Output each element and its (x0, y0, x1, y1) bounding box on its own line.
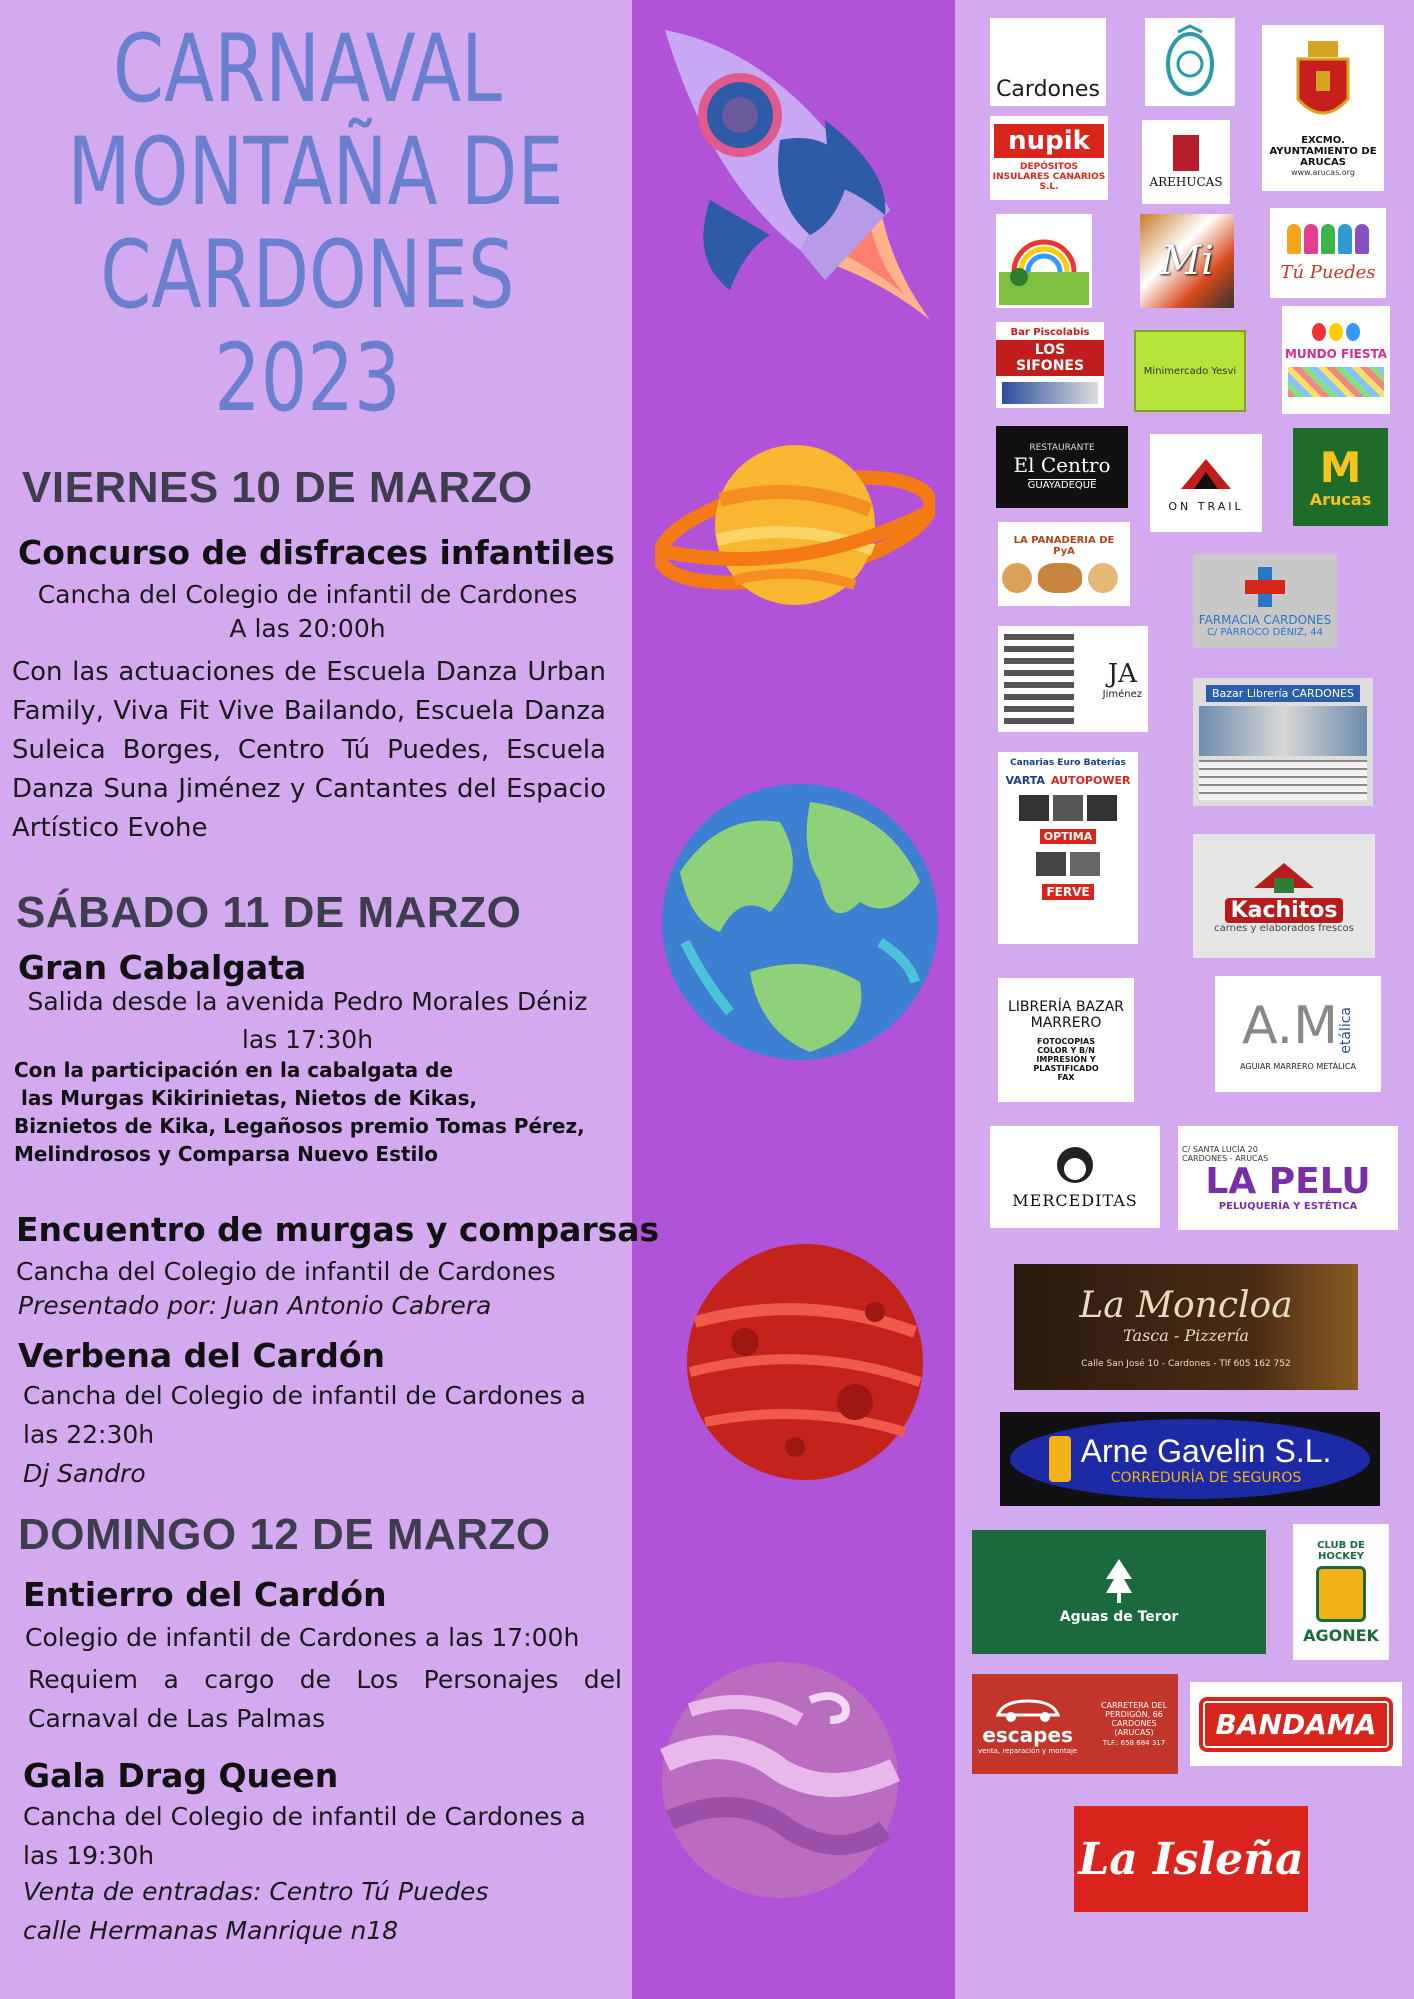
crest-logo (1145, 18, 1235, 106)
event-description: Con las actuaciones de Escuela Danza Urban Family, Viva Fit Vive Bailando, Escuela Danza Suleica Borges, Centro Tú Puedes, Escuela Danza Suna Jiménez y Cantantes del Espacio Artístico Evohe (12, 657, 606, 843)
arehucas-logo: AREHUCAS (1142, 120, 1230, 204)
los-sifones-logo: Bar Piscolabis LOS SIFONES (996, 322, 1104, 408)
la-islena-logo: La Isleña (1074, 1806, 1308, 1912)
rocket-icon (650, 20, 940, 330)
arne-gavelin-logo: Arne Gavelin S.L. CORREDURÍA DE SEGUROS (1000, 1412, 1380, 1506)
event-title: Encuentro de murgas y comparsas (16, 1210, 660, 1249)
mars-planet-icon (685, 1242, 925, 1482)
event-place: Cancha del Colegio de infantil de Cardones a las 19:30h (23, 1802, 586, 1870)
farmacia-cardones-logo: FARMACIA CARDONES C/ PÁRROCO DÉNIZ, 44 (1193, 554, 1337, 648)
escapes-logo: escapes venta, reparación y montaje CARRETERA DEL PERDIGÓN, 66 CARDONES (ARUCAS) TLF.: 658 684 317 (972, 1674, 1178, 1774)
title-line: CARNAVAL (112, 15, 502, 124)
la-pelu-logo: C/ SANTA LUCÍA 20 CARDONES - ARUCAS LA PELU PELUQUERÍA Y ESTÉTICA (1178, 1126, 1398, 1230)
day-heading-saturday: SÁBADO 11 DE MARZO (16, 888, 522, 937)
arne-emblem (1049, 1436, 1071, 1482)
woman-portrait-icon (1050, 1145, 1100, 1191)
el-centro-logo: RESTAURANTE El Centro GUAYADEQUE (996, 426, 1128, 508)
balloons (1312, 323, 1360, 341)
event-place: Cancha del Colegio de infantil de Cardones a las 22:30h (23, 1381, 586, 1449)
title-line: MONTAÑA DE (67, 118, 564, 227)
kids-figures (1287, 224, 1369, 254)
day-heading-sunday: DOMINGO 12 DE MARZO (18, 1510, 551, 1559)
purple-planet-icon (660, 1660, 900, 1900)
business-card-image (1004, 634, 1074, 724)
merceditas-logo: MERCEDITAS (990, 1126, 1160, 1228)
rainbow-icon (999, 217, 1089, 305)
saturn-planet-icon (655, 440, 935, 610)
pine-tree-icon (1104, 1559, 1134, 1605)
aguas-de-teror-logo: Aguas de Teror (972, 1530, 1266, 1654)
event-title: Concurso de disfraces infantiles (18, 533, 615, 572)
day-heading-friday: VIERNES 10 DE MARZO (22, 463, 533, 512)
bread-images (1002, 563, 1118, 593)
event-title: Verbena del Cardón (18, 1336, 385, 1375)
event-time: las 17:30h (241, 1025, 374, 1054)
ontrail-logo: ON TRAIL (1150, 434, 1262, 532)
coat-of-arms-icon (1288, 39, 1358, 129)
la-moncloa-logo: La Moncloa Tasca - Pizzería Calle San José 10 - Cardones - Tlf 605 162 752 (1014, 1264, 1358, 1390)
event-title: Gala Drag Queen (23, 1756, 339, 1795)
event-place: Salida desde la avenida Pedro Morales Déniz (27, 987, 588, 1016)
store-photo (1199, 706, 1367, 756)
runner-icon (1176, 454, 1236, 494)
title-line: 2023 (214, 324, 401, 433)
yesvi-logo: Minimercado Yesvi (1134, 330, 1246, 412)
mundo-fiesta-logo: MUNDO FIESTA (1282, 306, 1390, 414)
car-icon (993, 1693, 1063, 1723)
cardones-logo: Cardones (990, 18, 1106, 106)
bazar-libreria-logo: Bazar Librería CARDONES (1193, 678, 1373, 806)
libreria-marrero-logo: LIBRERÍA BAZAR MARRERO FOTOCOPIAS COLOR Y B/N IMPRESIÓN Y PLASTIFICADO FAX (998, 978, 1134, 1102)
mcdonalds-logo: M Arucas (1293, 428, 1388, 526)
aguiar-marrero-metalica-logo: A.M etálica AGUIAR MARRERO METÁLICA (1215, 976, 1381, 1092)
pharmacy-cross-icon (1243, 565, 1287, 609)
tu-puedes-logo: Tú Puedes (1270, 208, 1386, 298)
poster-title (67, 15, 564, 433)
earth-planet-icon (660, 782, 940, 1062)
panaderia-logo: LA PANADERIA DE PyA (998, 522, 1130, 606)
event-title: Entierro del Cardón (23, 1575, 387, 1614)
ayuntamiento-arucas-logo: EXCMO. AYUNTAMIENTO DE ARUCAS www.arucas.org (1262, 25, 1384, 191)
event-presenter: Presentado por: Juan Antonio Cabrera (18, 1291, 492, 1320)
artistic-logo: Mi (1140, 214, 1234, 308)
bandama-logo: BANDAMA (1190, 1682, 1402, 1766)
event-tickets: Venta de entradas: Centro Tú Puedes (23, 1877, 489, 1906)
event-address: calle Hermanas Manrique n18 (23, 1916, 399, 1945)
children-garden-logo (996, 214, 1092, 308)
event-description: Requiem a cargo de Los Personajes del Carnaval de Las Palmas (28, 1665, 622, 1733)
title-line: CARDONES (100, 221, 515, 330)
kachitos-logo: Kachitos carnes y elaborados frescos (1193, 834, 1375, 958)
event-place: Cancha del Colegio de infantil de Cardones (16, 1257, 556, 1286)
event-dj: Dj Sandro (23, 1459, 146, 1488)
event-time: A las 20:00h (229, 614, 386, 643)
event-place: Colegio de infantil de Cardones a las 17:00h (25, 1623, 580, 1652)
agonek-hockey-logo: CLUB DE HOCKEY AGONEK (1293, 1524, 1389, 1660)
crest-icon (1160, 24, 1220, 100)
meat-icon (1249, 858, 1319, 898)
event-description: Con la participación en la cabalgata de las Murgas Kikirinietas, Nietos de Kikas, Biznietos de Kika, Legañosos premio Tomas Pérez, Melindrosos y Comparsa Nuevo Estilo (14, 1058, 585, 1166)
jimenez-logo: JA Jiménez (998, 626, 1148, 732)
canarias-euro-baterias-logo: Canarias Euro Baterías VARTA AUTOPOWER OPTIMA FERVE (998, 752, 1138, 944)
event-title: Gran Cabalgata (18, 948, 307, 987)
hockey-shield (1316, 1566, 1366, 1622)
event-place: Cancha del Colegio de infantil de Cardones (37, 580, 578, 609)
arehucas-emblem (1173, 135, 1199, 171)
nupik-logo: nupik DEPÓSITOS INSULARES CANARIOS S.L. (990, 116, 1108, 200)
